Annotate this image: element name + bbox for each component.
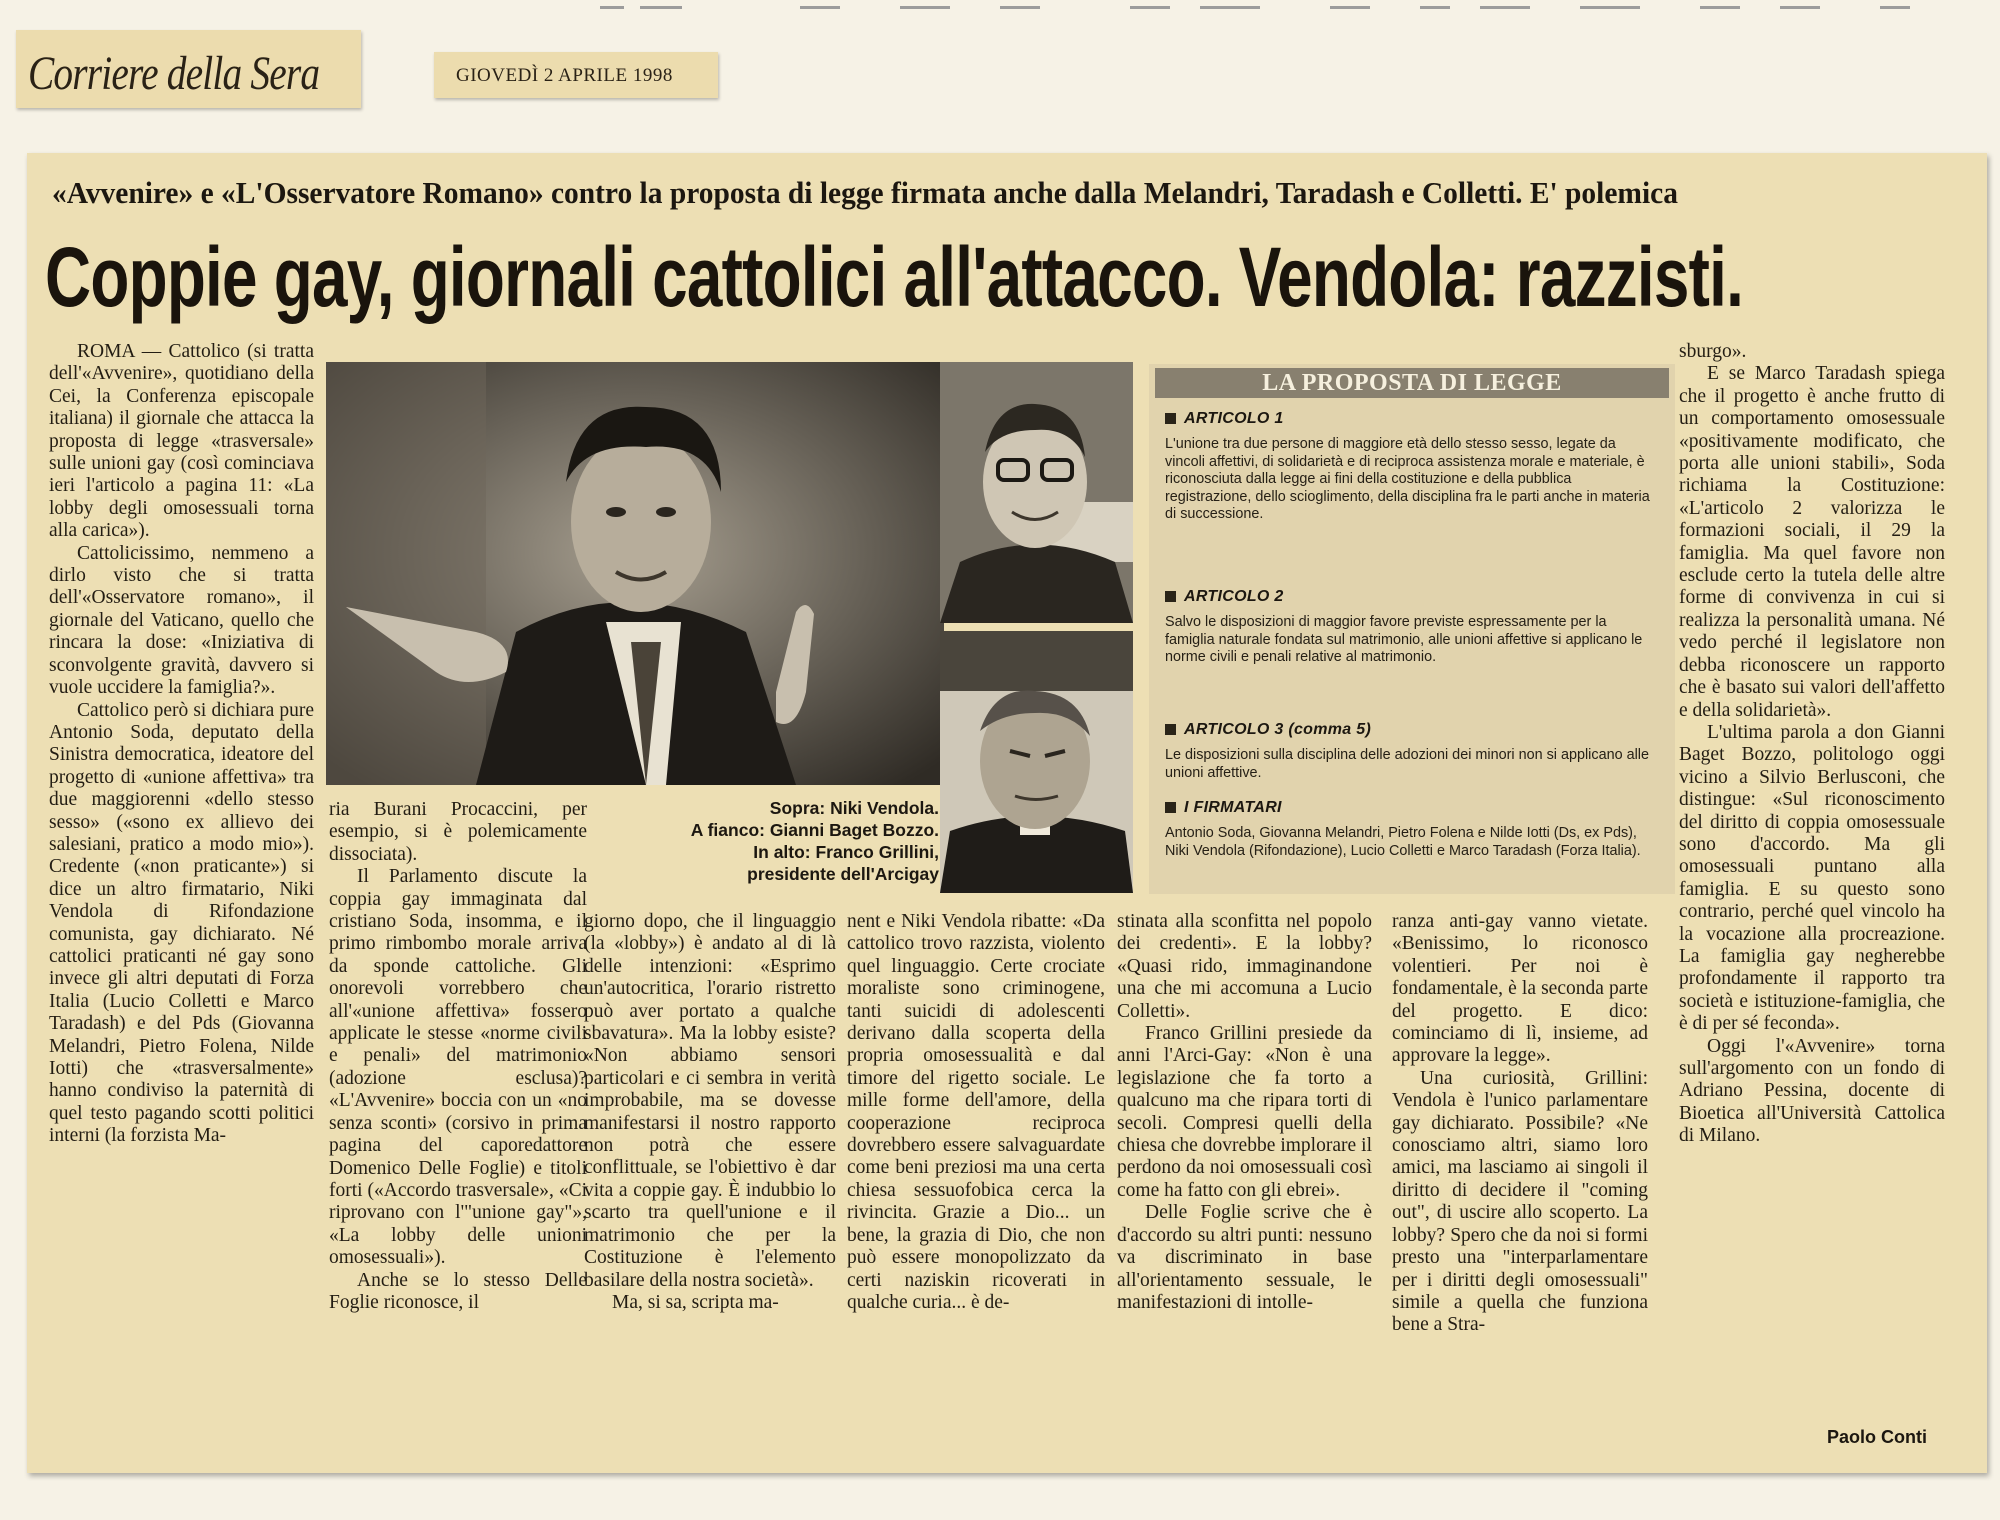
article-paragraph: ranza anti-gay vanno vietate. «Benissimo, lo riconosco volentieri. Per noi è fondamentale, è la seconda parte del progetto. E dico: cominciamo di lì, insieme, ad approvare la legge». — [1392, 911, 1648, 1067]
article-column-7 — [1679, 341, 1945, 1148]
article-headline: Coppie gay, giornali cattolici all'attacco. Vendola: razzisti. — [45, 230, 1744, 324]
scan-mark — [1480, 6, 1530, 9]
article-column-2 — [329, 799, 587, 1314]
article-paragraph: ria Burani Procaccini, per esempio, si è polemicamente dissociata). — [329, 799, 587, 865]
scan-mark — [1330, 6, 1370, 9]
article-column-6 — [1392, 911, 1648, 1337]
article-paragraph: Una curiosità, Grillini: Vendola è l'unico parlamentare gay dichiarato. Possibile? «Ne conosciamo altri, siamo loro amici, ma lasciamo ai singoli il diritto di decidere il "coming out", di uscire allo scoperto. La lobby? Spero che da noi si formi presto una "interparlamentare per i diritti degli omosessuali" simile a quella che funziona bene a Stra- — [1392, 1067, 1648, 1336]
caption-line: In alto: Franco Grillini, — [753, 842, 939, 862]
scan-mark — [640, 6, 682, 9]
article-paragraph: Franco Grillini presiede da anni l'Arci-Gay: «Non è una legislazione che fa torto a qualcuno ma che ripara torti di secoli. Compresi quelli della chiesa che dovrebbe implorare il perdono da noi omosessuali così come ha fatto con gli ebrei». — [1117, 1023, 1372, 1201]
scan-mark — [1580, 6, 1640, 9]
article-heading: ARTICOLO 1 — [1184, 410, 1284, 427]
article-paragraph: Cattolico però si dichiara pure Antonio Soda, deputato della Sinistra democratica, ideatore del progetto di «unione affettiva» tra due maggiorenni «dello stesso sesso» («sono ex allievo dei salesiani, pratico a modo mio»). Credente («non praticante») si dice un altro firmatario, Niki Vendola di Rifondazione comunista, gay dichiarato. Né cattolici praticanti né gay sono invece gli altri deputati di Forza Italia (Lucio Colletti e Marco Taradash) e del Pds (Giovanna Melandri, Pietro Folena, Nilde Iotti) che «trasversalmente» hanno condiviso la paternità di quel testo pagando scotti politici interni (la forzista Ma- — [49, 699, 314, 1147]
caption-line: presidente dell'Arcigay — [747, 864, 939, 884]
article-text: L'unione tra due persone di maggiore età dello stesso sesso, legate da vincoli affettivi, di solidarietà e di reciproca assistenza morale e materiale, è riconosciuta dalla legge ai fini della costituzione e della pubblica registrazione, dello scioglimento, della disciplina fra le parti anche in materia di successione. — [1165, 436, 1650, 523]
bullet-square-icon — [1165, 591, 1176, 602]
article-heading: I FIRMATARI — [1184, 799, 1282, 816]
proposal-article-1 — [1165, 410, 1659, 524]
scan-mark — [1880, 6, 1910, 9]
article-clipping — [27, 153, 1987, 1473]
proposal-article-2 — [1165, 588, 1659, 667]
scan-mark — [1700, 6, 1740, 9]
scan-mark — [1200, 6, 1260, 9]
bullet-square-icon — [1165, 802, 1176, 813]
proposal-box-title: LA PROPOSTA DI LEGGE — [1262, 370, 1562, 396]
article-paragraph: Il Parlamento discute la coppia gay immaginata dal cristiano Soda, insomma, e il primo rimbombo morale arriva da sponde cattoliche. Gli onorevoli vorrebbero che all'«unione affettiva» fossero applicate le stesse «norme civili e penali» del matrimonio (adozione esclusa)? «L'Avvenire» boccia con un «no senza sconti» (corsivo in prima pagina del caporedattore Domenico Delle Foglie) e titoli forti («Accordo trasversale», «Ci riprovano con l'"unione gay"», «La lobby delle unioni omosessuali»). — [329, 866, 587, 1269]
article-heading: ARTICOLO 2 — [1184, 588, 1284, 605]
article-kicker: «Avvenire» e «L'Osservatore Romano» contro la proposta di legge firmata anche dalla Melandri, Taradash e Colletti. E' polemica — [52, 175, 1678, 210]
scan-mark — [800, 6, 840, 9]
issue-date: GIOVEDÌ 2 APRILE 1998 — [456, 65, 673, 86]
caption-line: A fianco: Gianni Baget Bozzo. — [690, 820, 939, 840]
article-text: Salvo le disposizioni di maggior favore previste espressamente per la famiglia naturale fondata sul matrimonio, alle unioni affettive si applicano le norme civili e penali relative al matrimonio. — [1165, 614, 1643, 666]
article-paragraph: Oggi l'«Avvenire» torna sull'argomento con un fondo di Adriano Pessina, docente di Bioetica all'Università Cattolica di Milano. — [1679, 1035, 1945, 1147]
article-paragraph: Ma, si sa, scripta ma- — [612, 1291, 779, 1313]
article-paragraph: Cattolicissimo, nemmeno a dirlo visto che si tratta dell'«Osservatore romano», il giornale del Vaticano, quello che rincara la dose: «Iniziativa di sconvolgente gravità, davvero si vuole uccidere la famiglia?». — [49, 542, 314, 699]
article-column-4 — [847, 911, 1105, 1314]
bullet-square-icon — [1165, 413, 1176, 424]
proposal-box — [1149, 364, 1675, 894]
article-paragraph: nent e Niki Vendola ribatte: «Da cattolico trovo razzista, violento quel linguaggio. Certe crociate moraliste sono criminogene, tanti suicidi di adolescenti derivano dalla scoperta della propria omosessualità e dal timore del rigetto sociale. Le mille forme dell'amore, della cooperazione reciproca dovrebbero essere salvaguardate come beni preziosi ma una certa chiesa sessuofobica cerca la rivincita. Grazie a Dio... un bene, la grazia di Dio, che non può essere monopolizzato da certi naziskin ricoverati in qualche curia... è de- — [847, 911, 1105, 1313]
article-heading: ARTICOLO 3 (comma 5) — [1184, 721, 1372, 738]
article-column-1 — [49, 341, 314, 1148]
article-paragraph: stinata alla sconfitta nel popolo dei credenti». E la lobby? «Quasi rido, immaginandone una che mi accomuna a Lucio Colletti». — [1117, 911, 1372, 1022]
article-paragraph: L'ultima parola a don Gianni Baget Bozzo, politologo oggi vicino a Silvio Berlusconi, che distingue: «Sul riconoscimento del diritto di coppia omosessuale sono d'accordo. Ma gli omosessuali puntano alla famiglia. E su questo sono contrario, perché quel vincolo ha la vocazione alla procreazione. La famiglia gay negherebbe profondamente il rapporto tra società e istituzione-famiglia, che è di per sé feconda». — [1679, 721, 1945, 1035]
article-paragraph: sburgo». — [1679, 341, 1747, 362]
scan-mark — [1130, 6, 1170, 9]
article-column-5 — [1117, 911, 1372, 1314]
caption-line: Sopra: Niki Vendola. — [769, 798, 939, 818]
article-paragraph: giorno dopo, che il linguaggio (la «lobby») è andato al di là delle intenzioni: «Esprimo un'autocritica, l'orario ristretto può aver portato a qualche sbavatura». Ma la lobby esiste? «Non abbiamo sensori particolari e ci sembra in verità improbabile, ma se dovesse manifestarsi il nostro rapporto non potrà che essere conflittuale, se l'obiettivo è dar vita a coppie gay. È indubbio lo scarto tra quell'unione e il matrimonio che per la Costituzione è l'elemento basilare della nostra società». — [584, 911, 836, 1291]
scan-mark — [600, 6, 624, 9]
proposal-signatories — [1165, 799, 1659, 860]
scan-mark — [1780, 6, 1820, 9]
article-text: Le disposizioni sulla disciplina delle adozioni dei minori non si applicano alle unioni affettive. — [1165, 747, 1649, 781]
newspaper-name: Corriere della Sera — [28, 47, 320, 100]
bullet-square-icon — [1165, 724, 1176, 735]
article-paragraph: Anche se lo stesso Delle Foglie riconosce, il — [329, 1269, 587, 1313]
photo-gianni-baget-bozzo — [940, 631, 1133, 893]
article-text: Antonio Soda, Giovanna Melandri, Pietro Folena e Nilde Iotti (Ds, ex Pds), Niki Vendola (Rifondazione), Lucio Colletti e Marco Taradash (Forza Italia). — [1165, 825, 1641, 859]
scan-mark — [1000, 6, 1040, 9]
article-column-3 — [584, 911, 836, 1314]
photo-franco-grillini — [940, 362, 1133, 623]
date-clipping — [434, 52, 718, 98]
article-paragraph: E se Marco Taradash spiega che il progetto è anche frutto di un comportamento omosessuale «positivamente modificato, che porta alle unioni stabili», Soda richiama la Costituzione: «L'articolo 2 valorizza le formazioni sociali, il 29 la famiglia. Ma quel favore non esclude certo la tutela delle altre forme di convivenza in cui si realizza la personalità umana. Né vedo perché il legislatore non debba riconoscere un rapporto che è basato sui valori dell'affetto e della solidarietà». — [1679, 363, 1945, 721]
proposal-article-3 — [1165, 721, 1659, 782]
masthead-clipping — [16, 30, 361, 108]
scan-mark — [1420, 6, 1450, 9]
photo-niki-vendola — [326, 362, 944, 785]
photo-caption — [677, 797, 939, 885]
author-signature: Paolo Conti — [1827, 1427, 1927, 1447]
article-paragraph: Delle Foglie scrive che è d'accordo su altri punti: nessuno va discriminato in base all'orientamento sessuale, le manifestazioni di intolle- — [1117, 1202, 1372, 1313]
article-paragraph: ROMA — Cattolico (si tratta dell'«Avvenire», quotidiano della Cei, la Conferenza episcopale italiana) il giornale che attacca la proposta di legge «trasversale» sulle unioni gay (così cominciava ieri l'articolo a pagina 11: «La lobby degli omosessuali torna alla carica»). — [49, 341, 314, 542]
scan-mark — [900, 6, 950, 9]
proposal-box-header — [1155, 368, 1669, 398]
